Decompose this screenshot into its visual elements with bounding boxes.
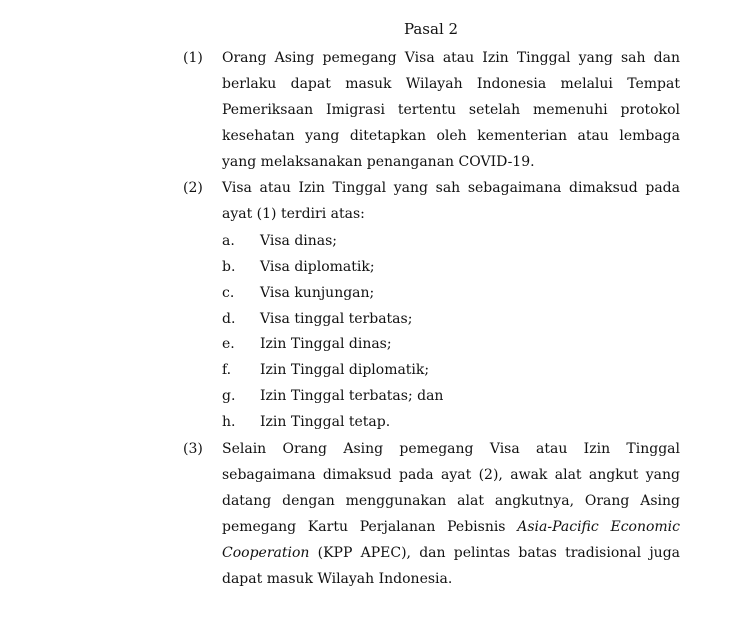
- section-3-number: (3): [183, 441, 203, 457]
- list-item: [222, 280, 680, 306]
- section-3-text: [222, 436, 680, 592]
- list-item-letter: b.: [222, 259, 236, 275]
- section-1-text: Orang Asing pemegang Visa atau Izin Tinggal yang sah dan berlaku dapat masuk Wilayah Indonesia melalui Tempat Pemeriksaan Imigrasi tertentu setelah memenuhi protokol kesehatan yang ditetapkan oleh kementerian atau lembaga yang melaksanakan penanganan COVID-19.: [222, 50, 680, 170]
- list-item-letter: c.: [222, 285, 235, 301]
- list-item-text: Izin Tinggal diplomatik;: [260, 362, 430, 378]
- list-item: [222, 383, 680, 409]
- list-item: [222, 331, 680, 357]
- list-item: [222, 254, 680, 280]
- list-item-text: Visa diplomatik;: [260, 259, 375, 275]
- list-item-letter: e.: [222, 336, 235, 352]
- list-item: [222, 357, 680, 383]
- list-item-letter: f.: [222, 362, 232, 378]
- article-title: Pasal 2: [403, 20, 459, 38]
- list-item-letter: d.: [222, 311, 236, 327]
- list-item-text: Visa dinas;: [260, 233, 338, 249]
- section-1-number: (1): [183, 50, 203, 66]
- section-2-number: (2): [183, 180, 203, 196]
- list-item-text: Visa tinggal terbatas;: [260, 311, 413, 327]
- list-item: [222, 409, 680, 435]
- list-item-letter: a.: [222, 233, 235, 249]
- list-item-text: Izin Tinggal dinas;: [260, 336, 392, 352]
- list-item-text: Izin Tinggal terbatas; dan: [260, 388, 444, 404]
- list-item-letter: g.: [222, 388, 236, 404]
- list-item: [222, 306, 680, 332]
- section-2-text: Visa atau Izin Tinggal yang sah sebagaimana dimaksud pada ayat (1) terdiri atas:: [222, 180, 680, 222]
- list-item-text: Izin Tinggal tetap.: [260, 414, 391, 430]
- list-item-text: Visa kunjungan;: [260, 285, 375, 301]
- section-3-text-italic: Asia-Pacific Economic Cooperation: [222, 519, 681, 561]
- list-item-letter: h.: [222, 414, 236, 430]
- list-item: [222, 228, 680, 254]
- section-3-text-part2: (KPP APEC), dan pelintas batas tradisional juga dapat masuk Wilayah Indonesia.: [222, 545, 680, 587]
- section-3-text-part1: Selain Orang Asing pemegang Visa atau Izin Tinggal sebagaimana dimaksud pada ayat (2), awak alat angkut yang datang dengan menggunakan alat angkutnya, Orang Asing pemegang Kartu Perjalanan Pebisnis: [222, 441, 680, 535]
